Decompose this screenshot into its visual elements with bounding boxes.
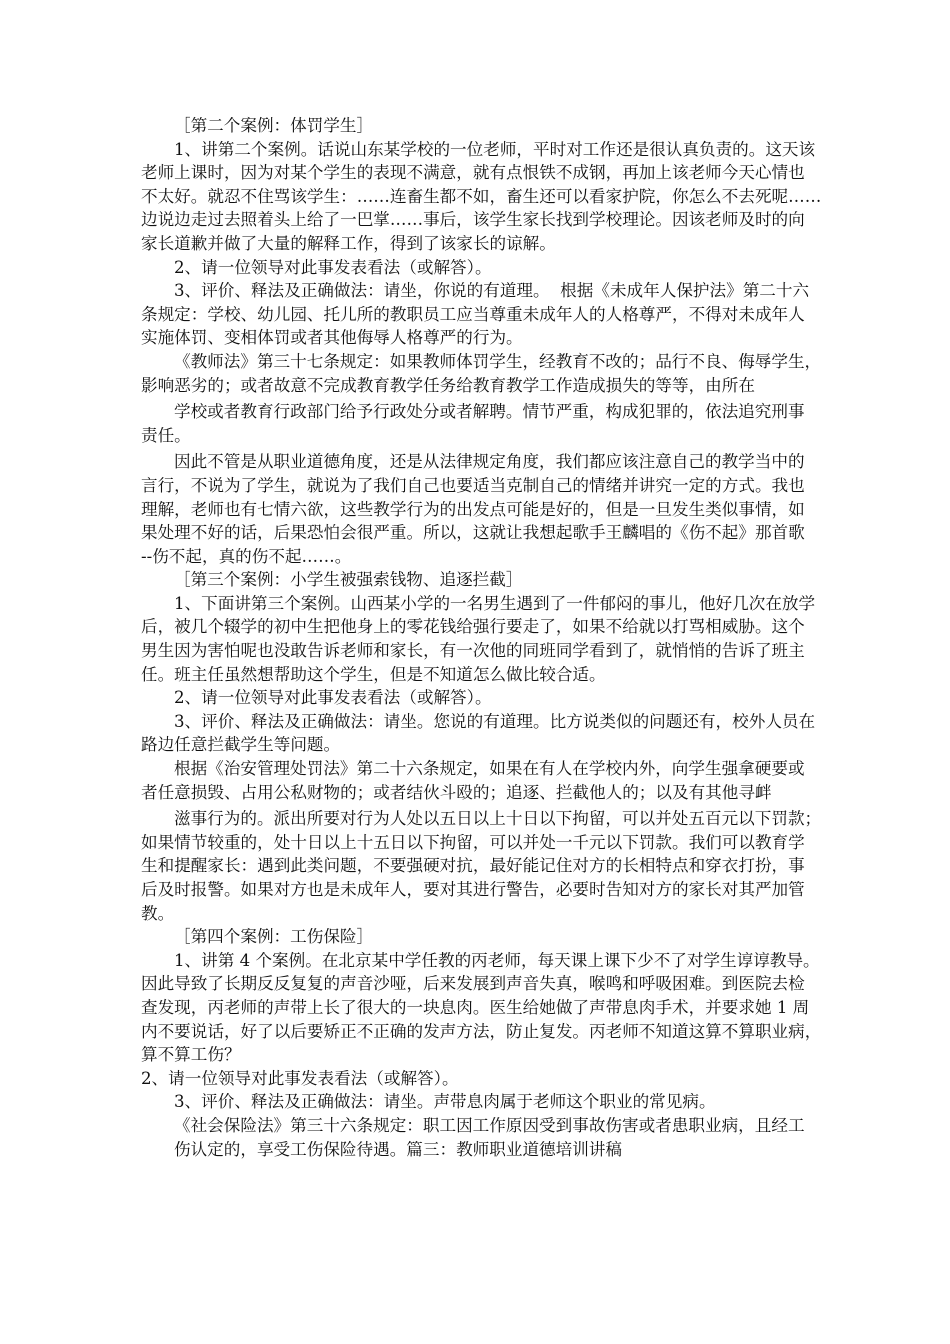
paragraph-line: 后，被几个辍学的初中生把他身上的零花钱给强行要走了，如果不给就以打骂相威胁。这个 (141, 617, 805, 637)
paragraph-line: 1、讲第 4 个案例。在北京某中学任教的丙老师，每天课上课下少不了对学生谆谆教导。 (174, 950, 820, 970)
paragraph-line: 2、请一位领导对此事发表看法（或解答）。 (141, 1068, 459, 1088)
paragraph-line: 老师上课时，因为对某个学生的表现不满意，就有点恨铁不成钢，再加上该老师今天心情也 (141, 163, 805, 183)
paragraph-line: 如果情节较重的，处十日以上十五日以下拘留，可以并处一千元以下罚款。我们可以教育学 (141, 832, 805, 852)
paragraph-line: 学校或者教育行政部门给予行政处分或者解聘。情节严重，构成犯罪的，依法追究刑事 (174, 402, 805, 422)
paragraph-line: 教。 (141, 903, 175, 923)
paragraph-line: 内不要说话，好了以后要矫正不正确的发声方法，防止复发。丙老师不知道这算不算职业病， (141, 1021, 822, 1041)
paragraph-line: 果处理不好的话，后果恐怕会很严重。所以，这就让我想起歌手王麟唱的《伤不起》那首歌 (141, 523, 805, 543)
paragraph-line: 因此导致了长期反反复复的声音沙哑，后来发展到声音失真，喉鸣和呼吸困难。到医院去检 (141, 974, 805, 994)
paragraph-line: 理解，老师也有七情六欲，这些教学行为的出发点可能是好的，但是一旦发生类似事情，如 (141, 499, 805, 519)
paragraph-line: 任。班主任虽然想帮助这个学生，但是不知道怎么做比较合适。 (141, 664, 606, 684)
paragraph-line: --伤不起，真的伤不起……。 (141, 546, 352, 566)
paragraph-line: 算不算工伤？ (141, 1045, 241, 1065)
paragraph-line: 责任。 (141, 425, 191, 445)
paragraph-line (141, 1161, 817, 1185)
paragraph-line: 3、评价、释法及正确做法：请坐。您说的有道理。比方说类似的问题还有，校外人员在 (174, 711, 816, 731)
paragraph-line: 实施体罚、变相体罚或者其他侮辱人格尊严的行为。 (141, 328, 523, 348)
paragraph-line: 《社会保险法》第三十六条规定：职工因工作原因受到事故伤害或者患职业病，且经工 (174, 1115, 805, 1135)
case-4-heading: ［第四个案例：工伤保险］ (174, 927, 374, 947)
case-3-heading: ［第三个案例：小学生被强索钱物、追逐拦截］ (174, 570, 523, 590)
paragraph-line: 不太好。就忍不住骂该学生：……连畜生都不如，畜生还可以看家护院，你怎么不去死呢…… (141, 186, 822, 206)
paragraph-line: 查发现，丙老师的声带上长了很大的一块息肉。医生给她做了声带息肉手术，并要求她 1 周 (141, 997, 810, 1017)
paragraph-line: 2、请一位领导对此事发表看法（或解答）。 (174, 688, 492, 708)
paragraph-line: 根据《治安管理处罚法》第二十六条规定，如果在有人在学校内外，向学生强拿硬要或 (174, 759, 805, 779)
paragraph-line: 条规定：学校、幼儿园、托儿所的教职员工应当尊重未成年人的人格尊严，不得对未成年人 (141, 304, 805, 324)
case-2-heading: ［第二个案例：体罚学生］ (174, 116, 374, 135)
paragraph-line: 3、评价、释法及正确做法：请坐，你说的有道理。 根据《未成年人保护法》第二十六 (174, 281, 810, 301)
paragraph-line: 伤认定的，享受工伤保险待遇。篇三：教师职业道德培训讲稿 (174, 1139, 623, 1159)
paragraph-line: 因此不管是从职业道德角度，还是从法律规定角度，我们都应该注意自己的教学当中的 (174, 452, 805, 472)
paragraph-line: 《教师法》第三十七条规定：如果教师体罚学生，经教育不改的；品行不良、侮辱学生， (174, 351, 822, 371)
document-page (141, 114, 822, 1185)
paragraph-line: 影响恶劣的；或者故意不完成教育教学任务给教育教学工作造成损失的等等，由所在 (141, 375, 755, 395)
paragraph-line: 3、评价、释法及正确做法：请坐。声带息肉属于老师这个职业的常见病。 (174, 1092, 716, 1112)
paragraph-line: 路边任意拦截学生等问题。 (141, 735, 341, 755)
paragraph-line: 1、讲第二个案例。话说山东某学校的一位老师，平时对工作还是很认真负责的。这天该 (174, 139, 816, 159)
paragraph-line: 男生因为害怕呢也没敢告诉老师和家长，有一次他的同班同学看到了，就悄悄的告诉了班主 (141, 641, 805, 661)
paragraph-line: 滋事行为的。派出所要对行为人处以五日以上十日以下拘留，可以并处五百元以下罚款； (174, 809, 822, 829)
paragraph-line: 后及时报警。如果对方也是未成年人，要对其进行警告，必要时告知对方的家长对其严加管 (141, 880, 805, 899)
paragraph-line: 家长道歉并做了大量的解释工作，得到了该家长的谅解。 (141, 233, 556, 253)
paragraph-line: 边说边走过去照着头上给了一巴掌……事后，该学生家长找到学校理论。因该老师及时的向 (141, 210, 805, 230)
paragraph-line: 生和提醒家长：遇到此类问题，不要强硬对抗，最好能记住对方的长相特点和穿衣打扮，事 (141, 856, 805, 876)
paragraph-line: 2、请一位领导对此事发表看法（或解答）。 (174, 257, 492, 277)
paragraph-line: 言行，不说为了学生，就说为了我们自己也要适当克制自己的情绪并讲究一定的方式。我也 (141, 475, 805, 495)
paragraph-line: 1、下面讲第三个案例。山西某小学的一名男生遇到了一件郁闷的事儿，他好几次在放学 (174, 593, 816, 613)
paragraph-line: 者任意损毁、占用公私财物的；或者结伙斗殴的；追逐、拦截他人的；以及有其他寻衅 (141, 782, 772, 802)
